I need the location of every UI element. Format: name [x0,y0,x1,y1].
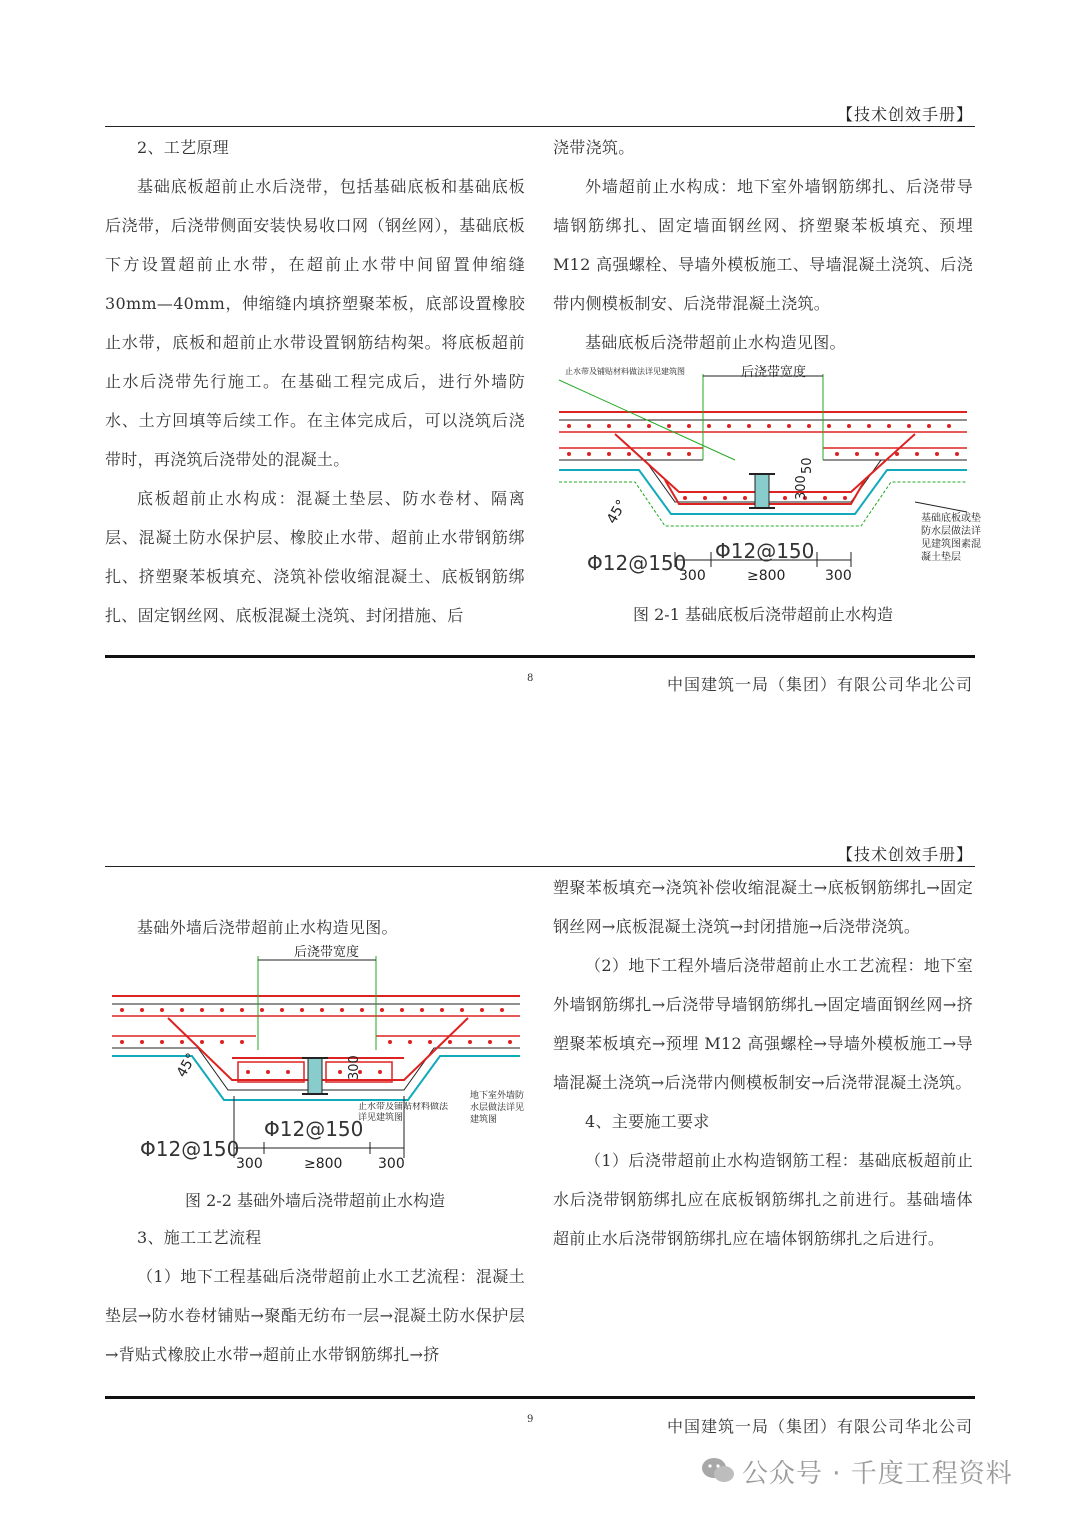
label-waterproof-note: 基础底板或垫防水层做法详见建筑图素混凝土垫层 [921,513,981,563]
figure-caption: 图 2-1 基础底板后浇带超前止水构造 [633,605,893,624]
rebar-spec-1: Φ12@150 [140,1137,240,1161]
wechat-icon [700,1456,736,1486]
page-header: 【技术创效手册】 [836,105,973,124]
rebar-spec-2: Φ12@150 [715,539,815,563]
page-number: 8 [527,673,534,684]
left-column [105,128,525,635]
rebar-spec-1: Φ12@150 [587,551,687,575]
page-header: 【技术创效手册】 [836,845,973,864]
paragraph: 外墙超前止水构成：地下室外墙钢筋绑扎、后浇带导墙钢筋绑扎、固定墙面钢丝网、挤塑聚苯板填充、预埋 M12 高强螺栓、导墙外模板施工、导墙混凝土浇筑、后浇带内侧模板制安、后浇带混凝土浇筑。 [553,177,973,313]
dim-300-vertical: 300 [347,1055,362,1080]
paragraph: 基础底板超前止水后浇带，包括基础底板和基础底板后浇带，后浇带侧面安装快易收口网（钢丝网），基础底板下方设置超前止水带，在超前止水带中间留置伸缩缝 30mm—40mm，伸缩缝内填挤塑聚苯板，底部设置橡胶止水带，底板和超前止水带设置钢筋结构架。将底板超前止水后浇带先行施工。在基础工程完成后，进行外墙防水、土方回填等后续工作。在主体完成后，可以浇筑后浇带时，再浇筑后浇带处的混凝土。 [105,177,525,469]
page-number: 9 [527,1414,534,1425]
angle-45: 45° [603,497,631,527]
header-rule [105,866,975,867]
label-waterstop-note: 止水带及铺贴材料做法详见建筑图 [565,367,685,376]
label-waterstop-note: 止水带及铺贴材料做法详见建筑图 [358,1102,449,1123]
figure-2-2-diagram [108,942,528,1170]
paragraph: 基础外墙后浇带超前止水构造见图。 [137,918,398,937]
paragraph: 基础底板后浇带超前止水构造见图。 [585,333,846,352]
dim-300-vertical: 300 [794,475,809,500]
dim-300-left: 300 [679,568,706,584]
page-1 [0,0,1080,740]
angle-45: 45° [173,1050,201,1081]
section-heading: 4、主要施工要求 [585,1112,710,1131]
paragraph: 浇带浇筑。 [553,138,635,157]
footer-rule [105,1396,975,1399]
dim-300-left: 300 [236,1156,263,1170]
page-2 [0,740,1080,1480]
paragraph: 塑聚苯板填充→浇筑补偿收缩混凝土→底板钢筋绑扎→固定钢丝网→底板混凝土浇筑→封闭措施→后浇带浇筑。 [553,878,973,936]
dim-800: ≥800 [304,1156,343,1170]
figure-2-1-diagram [555,362,987,590]
right-column [553,128,973,362]
footer-rule [105,655,975,658]
dim-300-right: 300 [825,568,852,584]
paragraph: （1）地下工程基础后浇带超前止水工艺流程：混凝土垫层→防水卷材铺贴→聚酯无纺布一层→混凝土防水保护层→背贴式橡胶止水带→超前止水带钢筋绑扎→挤 [105,1267,525,1364]
watermark: 公众号 · 千度工程资料 [742,1459,1013,1489]
label-band-width: 后浇带宽度 [294,945,360,960]
paragraph: 底板超前止水构成：混凝土垫层、防水卷材、隔离层、混凝土防水保护层、橡胶止水带、超前止水带钢筋绑扎、挤塑聚苯板填充、浇筑补偿收缩混凝土、底板钢筋绑扎、固定钢丝网、底板混凝土浇筑、封闭措施、后 [105,489,525,625]
footer-company: 中国建筑一局（集团）有限公司华北公司 [666,1417,973,1436]
section-heading: 2、工艺原理 [137,138,229,157]
label-waterproof-note: 地下室外墙防水层做法详见建筑图 [470,1091,525,1125]
figure-caption: 图 2-2 基础外墙后浇带超前止水构造 [185,1191,445,1210]
label-band-width: 后浇带宽度 [741,365,807,380]
paragraph: （2）地下工程外墙后浇带超前止水工艺流程：地下室外墙钢筋绑扎→后浇带导墙钢筋绑扎→固定墙面钢丝网→挤塑聚苯板填充→预埋 M12 高强螺栓→导墙外模板施工→导墙混凝土浇筑→后浇带内侧模板制安→后浇带混凝土浇筑。 [553,956,973,1092]
dim-50: 50 [800,457,815,474]
paragraph: （1）后浇带超前止水构造钢筋工程：基础底板超前止水后浇带钢筋绑扎应在底板钢筋绑扎之前进行。基础墙体超前止水后浇带钢筋绑扎应在墙体钢筋绑扎之后进行。 [553,1151,973,1248]
dim-800: ≥800 [747,568,786,584]
footer-company: 中国建筑一局（集团）有限公司华北公司 [666,675,973,694]
section-heading: 3、施工工艺流程 [137,1228,262,1247]
header-rule [105,126,975,127]
dim-300-right: 300 [378,1156,405,1170]
right-column [553,868,973,1258]
rebar-spec-2: Φ12@150 [264,1117,364,1141]
left-column [105,1218,525,1374]
